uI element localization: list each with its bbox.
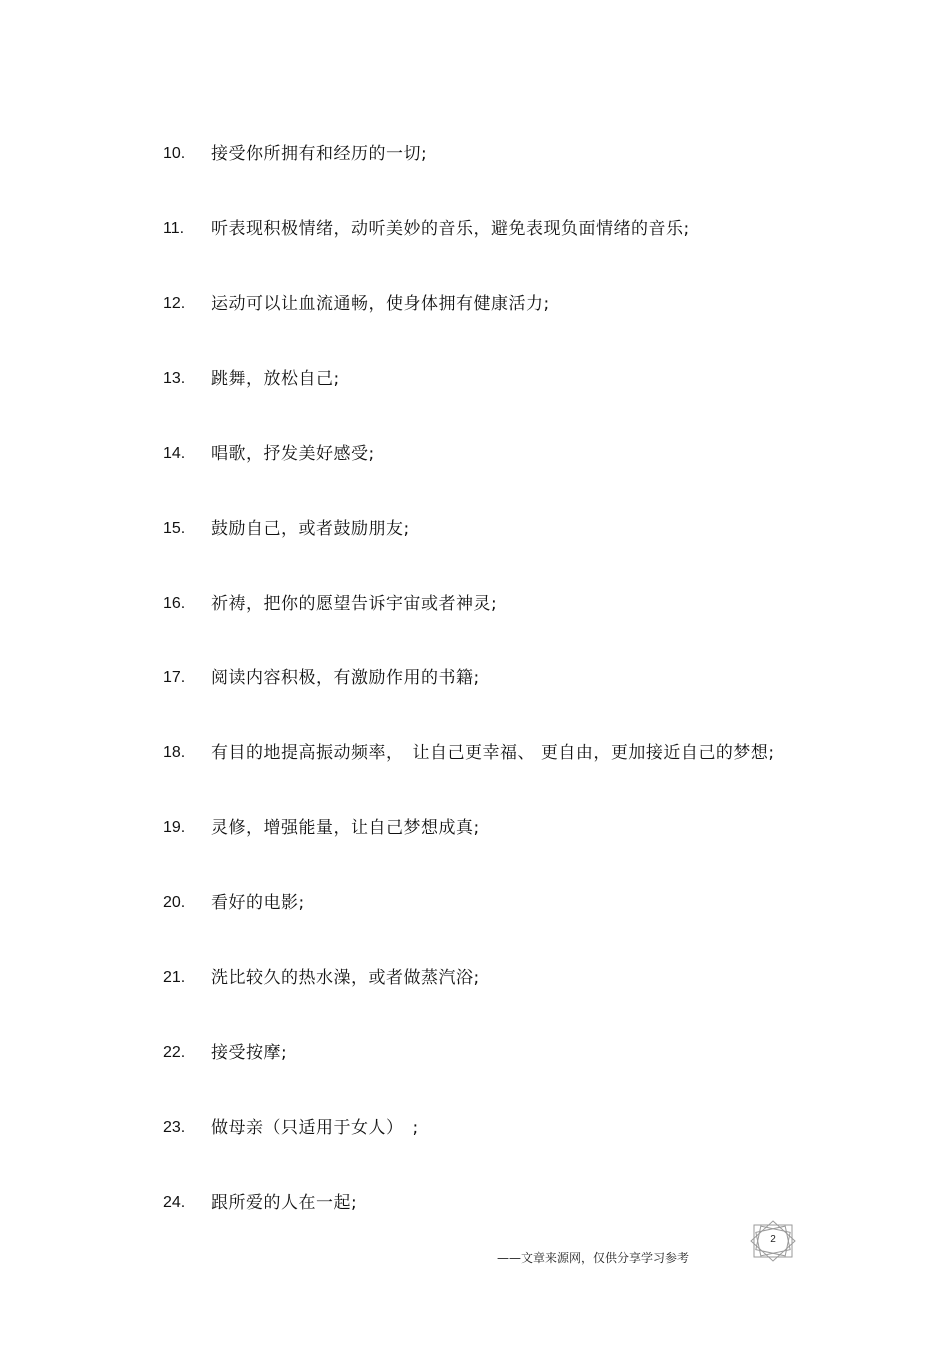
list-item-text: 鼓励自己，或者鼓励朋友;: [211, 519, 410, 539]
list-item-number: 12.: [163, 295, 186, 312]
list-item-number: 17.: [163, 669, 186, 686]
list-item-text: 灵修，增强能量，让自己梦想成真;: [211, 818, 480, 838]
list-item-text: 做母亲（只适用于女人） ;: [211, 1118, 419, 1138]
list-item-number: 14.: [163, 445, 186, 462]
list-item-number: 22.: [163, 1044, 186, 1061]
list-item-text: 看好的电影;: [211, 893, 305, 913]
list-item-number: 23.: [163, 1119, 186, 1136]
page-number-badge: [748, 1220, 798, 1262]
footer-source-note: ——文章来源网，仅供分享学习参考: [497, 1251, 690, 1265]
list-item-number: 18.: [163, 744, 186, 761]
list-item-text: 跳舞，放松自己;: [211, 369, 340, 389]
list-item-text: 祈祷，把你的愿望告诉宇宙或者神灵;: [211, 594, 498, 614]
page-number: 2: [770, 1234, 776, 1245]
list-item-text: 唱歌，抒发美好感受;: [211, 444, 375, 464]
list-item-text: 接受你所拥有和经历的一切;: [211, 144, 428, 164]
list-item-text: 接受按摩;: [211, 1043, 288, 1063]
list-item-text: 运动可以让血流通畅，使身体拥有健康活力;: [211, 294, 550, 314]
list-item-number: 13.: [163, 370, 186, 387]
list-item-text: 洗比较久的热水澡，或者做蒸汽浴;: [211, 968, 480, 988]
list-item-text: 阅读内容积极，有激励作用的书籍;: [211, 668, 480, 688]
list-item-number: 19.: [163, 819, 186, 836]
list-item-number: 20.: [163, 894, 186, 911]
list-item-number: 21.: [163, 969, 186, 986]
list-item-number: 11.: [163, 220, 185, 237]
list-item-number: 16.: [163, 595, 186, 612]
list-item-number: 10.: [163, 145, 186, 162]
list-item-number: 15.: [163, 520, 186, 537]
list-item-text: 听表现积极情绪，动听美妙的音乐，避免表现负面情绪的音乐;: [211, 219, 690, 239]
list-item-text: 跟所爱的人在一起;: [211, 1193, 358, 1213]
list-item-number: 24.: [163, 1194, 186, 1211]
list-item-text: 有目的地提高振动频率， 让自己更幸福、 更自由，更加接近自己的梦想;: [211, 743, 775, 763]
